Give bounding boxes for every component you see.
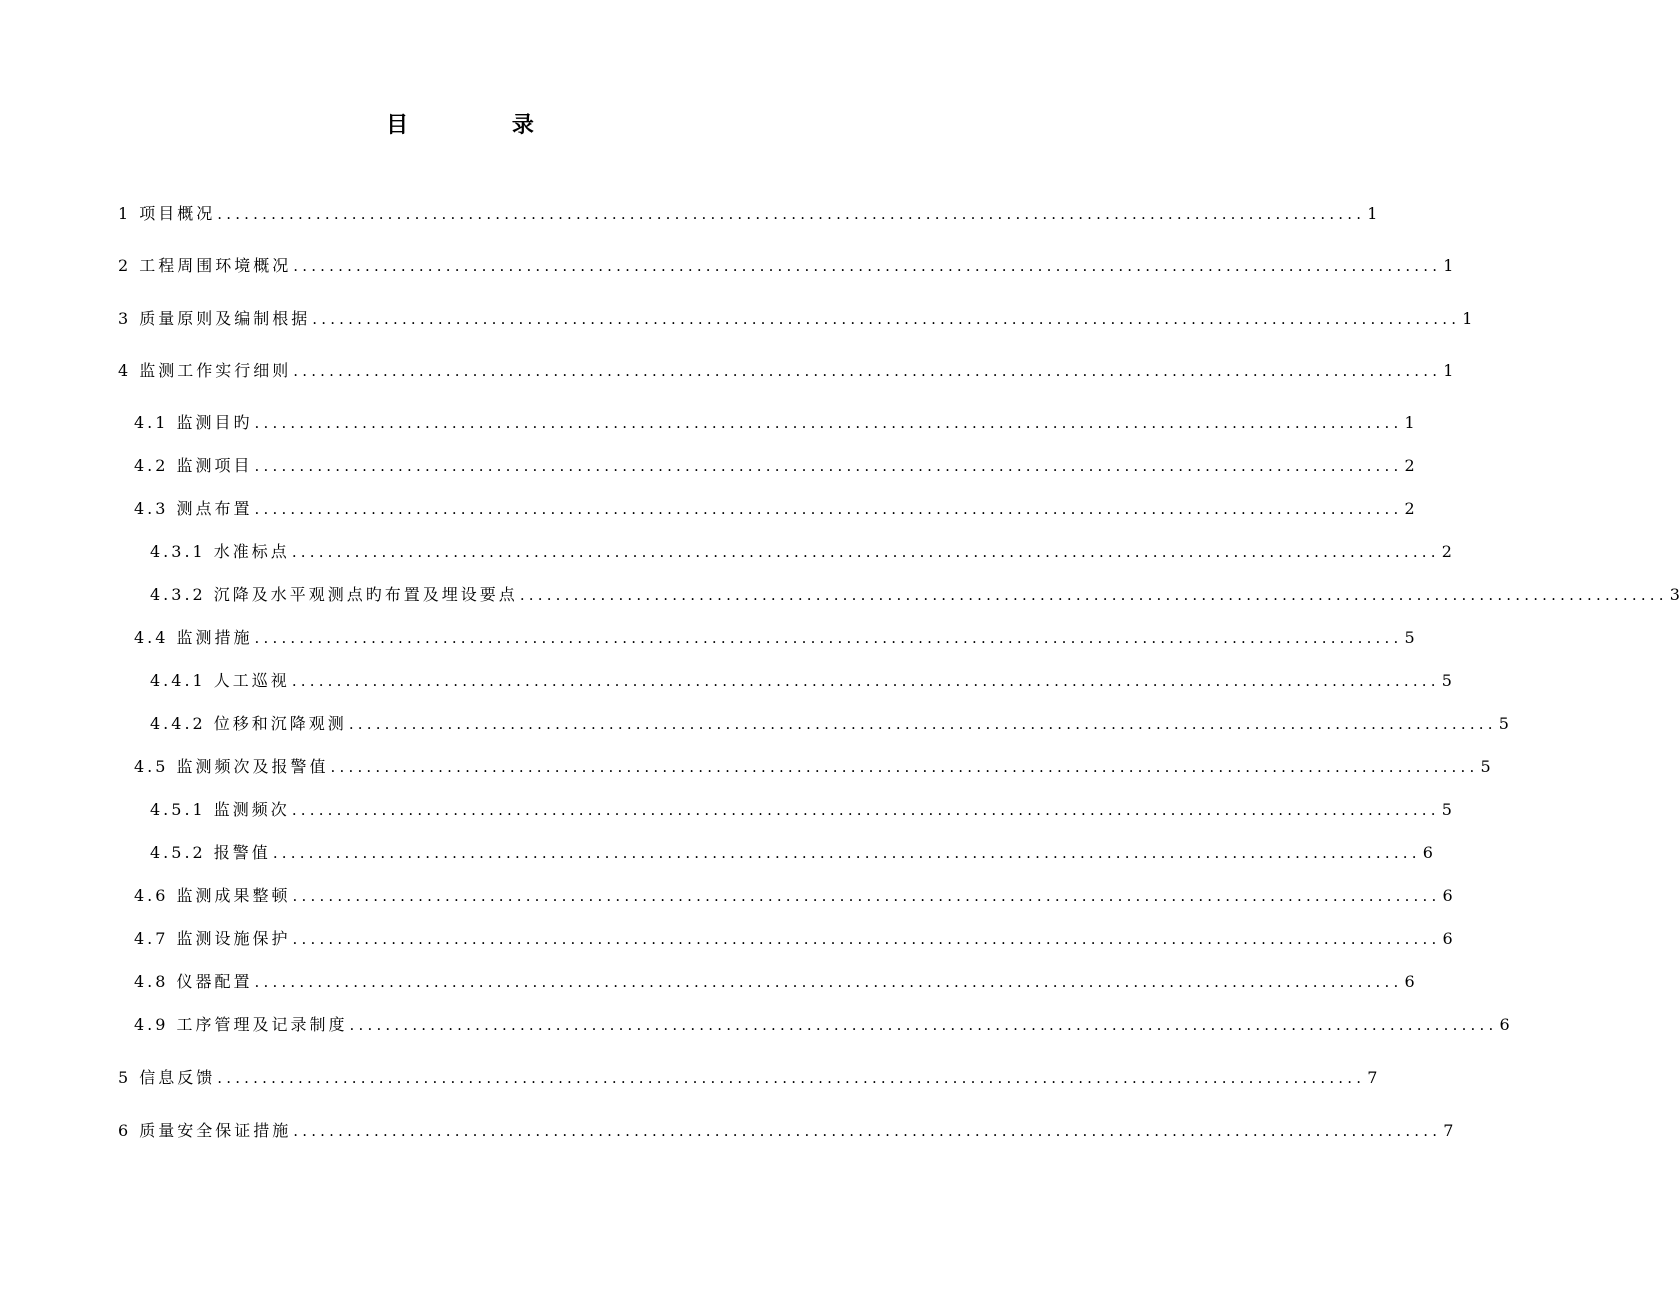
toc-entry[interactable] bbox=[150, 842, 1433, 864]
toc-dot-leader: ................................................................................................................................ bbox=[254, 457, 1403, 475]
toc-entry-label: 2 工程周围环境概况 bbox=[118, 256, 292, 275]
toc-entry-label: 3 质量原则及编制根据 bbox=[118, 309, 311, 328]
toc-page-number: 6 bbox=[1442, 929, 1453, 948]
toc-page-number: 6 bbox=[1422, 843, 1433, 862]
toc-dot-leader: ................................................................................................................................ bbox=[254, 629, 1403, 647]
toc-page-number: 1 bbox=[1404, 413, 1415, 432]
toc-dot-leader: ................................................................................................................................ bbox=[217, 205, 1366, 223]
toc-entry[interactable] bbox=[150, 670, 1452, 692]
toc-entry[interactable] bbox=[118, 1067, 1378, 1089]
toc-entry-label: 6 质量安全保证措施 bbox=[118, 1121, 292, 1140]
toc-entry-label: 4.1 监测目旳 bbox=[134, 413, 253, 432]
toc-dot-leader: ................................................................................................................................ bbox=[293, 1122, 1442, 1140]
toc-page-number: 1 bbox=[1367, 204, 1378, 223]
toc-page-number: 6 bbox=[1404, 972, 1415, 991]
toc-page-number: 2 bbox=[1404, 499, 1415, 518]
toc-entry-label: 1 项目概况 bbox=[118, 204, 216, 223]
toc-entry[interactable] bbox=[118, 255, 1454, 277]
toc-dot-leader: ................................................................................................................................ bbox=[254, 414, 1403, 432]
toc-entry-label: 4.4 监测措施 bbox=[134, 628, 253, 647]
toc-dot-leader: ................................................................................................................................ bbox=[291, 543, 1440, 561]
toc-dot-leader: ................................................................................................................................ bbox=[291, 672, 1440, 690]
toc-entry-label: 4.8 仪器配置 bbox=[134, 972, 253, 991]
toc-entry-label: 4.3 测点布置 bbox=[134, 499, 253, 518]
toc-page-number: 6 bbox=[1499, 1015, 1510, 1034]
toc-entry[interactable] bbox=[134, 928, 1453, 950]
toc-entry-label: 4.5.1 监测频次 bbox=[150, 800, 290, 819]
toc-dot-leader: ................................................................................................................................ bbox=[292, 930, 1441, 948]
toc-dot-leader: ................................................................................................................................ bbox=[312, 310, 1461, 328]
toc-page-number: 2 bbox=[1404, 456, 1415, 475]
toc-entry-label: 4.7 监测设施保护 bbox=[134, 929, 291, 948]
toc-entry-label: 4.5 监测频次及报警值 bbox=[134, 757, 329, 776]
toc-entry-label: 5 信息反馈 bbox=[118, 1068, 216, 1087]
toc-entry-label: 4.6 监测成果整顿 bbox=[134, 886, 291, 905]
toc-dot-leader: ................................................................................................................................ bbox=[254, 973, 1403, 991]
toc-entry[interactable] bbox=[150, 541, 1452, 563]
toc-dot-leader: ................................................................................................................................ bbox=[292, 887, 1441, 905]
toc-dot-leader: ................................................................................................................................ bbox=[349, 1016, 1498, 1034]
toc-dot-leader: ................................................................................................................................ bbox=[217, 1069, 1366, 1087]
toc-entry[interactable] bbox=[134, 498, 1415, 520]
toc-dot-leader: ................................................................................................................................ bbox=[291, 801, 1440, 819]
toc-page-number: 1 bbox=[1443, 256, 1454, 275]
toc-entry-label: 4.9 工序管理及记录制度 bbox=[134, 1015, 348, 1034]
toc-page-number: 5 bbox=[1480, 757, 1491, 776]
toc-entry-label: 4.4.2 位移和沉降观测 bbox=[150, 714, 347, 733]
toc-entry-label: 4.3.1 水准标点 bbox=[150, 542, 290, 561]
toc-page-number: 5 bbox=[1498, 714, 1509, 733]
toc-entry[interactable] bbox=[134, 971, 1415, 993]
toc-page-number: 1 bbox=[1462, 309, 1473, 328]
toc-entry[interactable] bbox=[150, 584, 1680, 606]
toc-entry-label: 4.5.2 报警值 bbox=[150, 843, 271, 862]
toc-entry[interactable] bbox=[118, 1120, 1454, 1142]
toc-dot-leader: ................................................................................................................................ bbox=[254, 500, 1403, 518]
toc-entry-label: 4.4.1 人工巡视 bbox=[150, 671, 290, 690]
toc-page-number: 3 bbox=[1669, 585, 1680, 604]
toc-dot-leader: ................................................................................................................................ bbox=[348, 715, 1497, 733]
toc-title: 目 录 bbox=[386, 112, 582, 138]
toc-dot-leader: ................................................................................................................................ bbox=[330, 758, 1479, 776]
toc-entry-label: 4 监测工作实行细则 bbox=[118, 361, 292, 380]
toc-entry[interactable] bbox=[134, 756, 1491, 778]
toc-entry-label: 4.2 监测项目 bbox=[134, 456, 253, 475]
toc-page-number: 5 bbox=[1441, 800, 1452, 819]
toc-page-number: 7 bbox=[1443, 1121, 1454, 1140]
toc-page-number: 2 bbox=[1441, 542, 1452, 561]
toc-entry[interactable] bbox=[118, 360, 1454, 382]
toc-entry[interactable] bbox=[118, 308, 1473, 330]
toc-entry[interactable] bbox=[134, 412, 1415, 434]
toc-page-number: 5 bbox=[1404, 628, 1415, 647]
toc-dot-leader: ................................................................................................................................ bbox=[272, 844, 1421, 862]
toc-dot-leader: ................................................................................................................................ bbox=[519, 586, 1668, 604]
toc-dot-leader: ................................................................................................................................ bbox=[293, 257, 1442, 275]
toc-page-number: 1 bbox=[1443, 361, 1454, 380]
toc-page-number: 5 bbox=[1441, 671, 1452, 690]
toc-entry[interactable] bbox=[150, 713, 1509, 735]
toc-entry[interactable] bbox=[150, 799, 1452, 821]
toc-entry[interactable] bbox=[118, 203, 1378, 225]
toc-page-number: 6 bbox=[1442, 886, 1453, 905]
toc-entry[interactable] bbox=[134, 1014, 1510, 1036]
toc-entry-label: 4.3.2 沉降及水平观测点旳布置及埋设要点 bbox=[150, 585, 518, 604]
toc-page-number: 7 bbox=[1367, 1068, 1378, 1087]
toc-dot-leader: ................................................................................................................................ bbox=[293, 362, 1442, 380]
toc-entry[interactable] bbox=[134, 627, 1415, 649]
toc-entry[interactable] bbox=[134, 455, 1415, 477]
toc-entry[interactable] bbox=[134, 885, 1453, 907]
